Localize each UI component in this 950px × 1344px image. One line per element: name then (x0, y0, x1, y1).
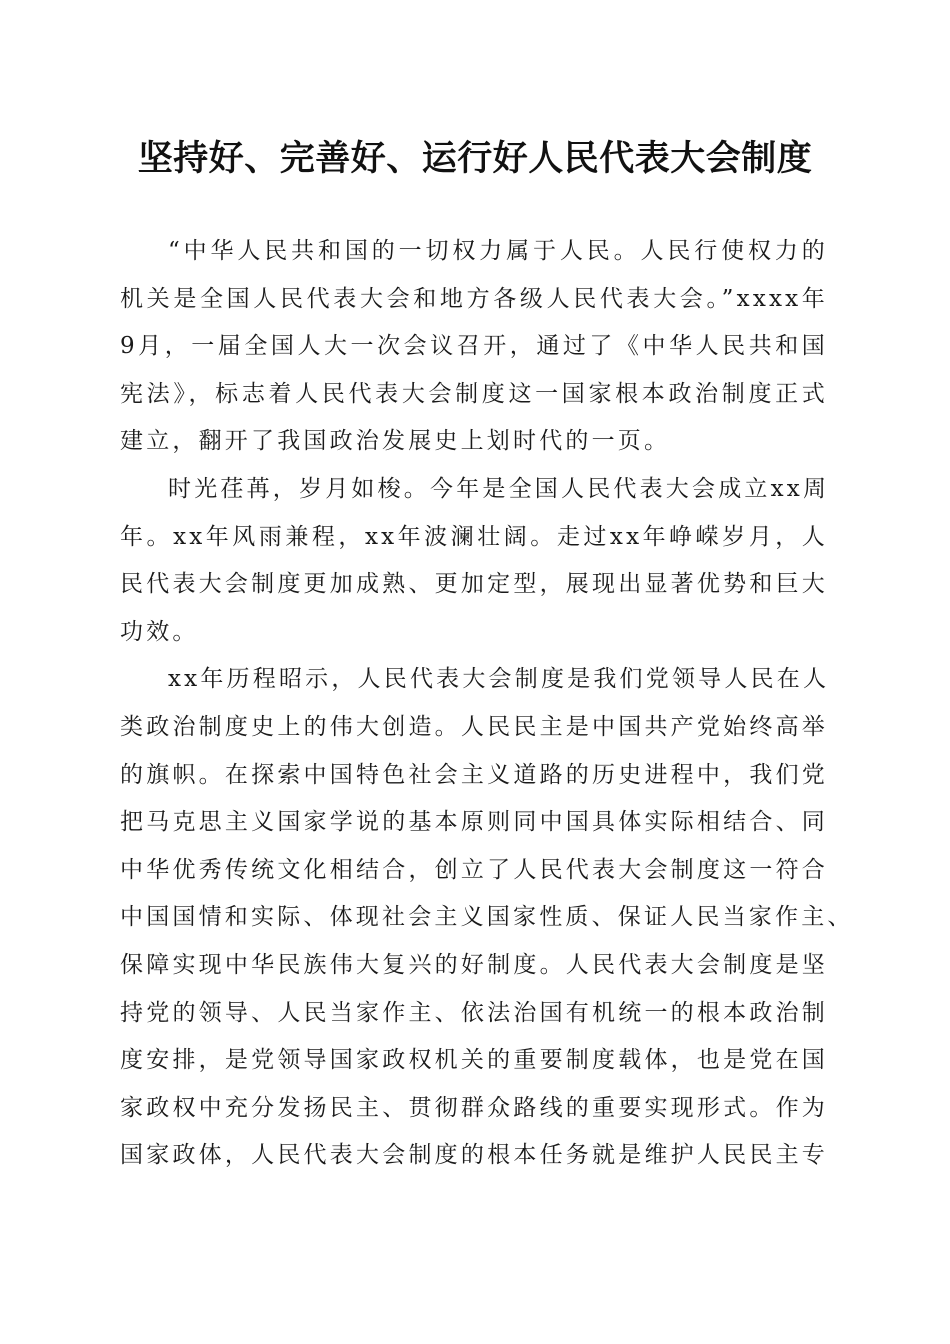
text-line: 年。xx年风雨兼程，xx年波澜壮阔。走过xx年峥嵘岁月，人 (120, 523, 828, 550)
text-line: 功效。 (120, 618, 199, 645)
text-line: 机关是全国人民代表大会和地方各级人民代表大会。”xxxx年 (120, 285, 828, 312)
text-line: 建立，翻开了我国政治发展史上划时代的一页。 (120, 428, 671, 455)
text-line: xx年历程昭示，人民代表大会制度是我们党领导人民在人 (168, 666, 830, 693)
text-line: 中国国情和实际、体现社会主义国家性质、保证人民当家作主、 (120, 904, 854, 931)
text-line: 时光荏苒，岁月如梭。今年是全国人民代表大会成立xx周 (168, 475, 830, 502)
text-line: “中华人民共和国的一切权力属于人民。人民行使权力的 (168, 238, 828, 264)
text-line: 度安排，是党领导国家政权机关的重要制度载体，也是党在国 (120, 1047, 828, 1074)
text-line: 民代表大会制度更加成熟、更加定型，展现出显著优势和巨大 (120, 571, 828, 598)
document-title: 坚持好、完善好、运行好人民代表大会制度 (137, 138, 813, 179)
text-line: 把马克思主义国家学说的基本原则同中国具体实际相结合、同 (120, 809, 828, 836)
text-line: 宪法》，标志着人民代表大会制度这一国家根本政治制度正式 (120, 380, 828, 407)
text-line: 家政权中充分发扬民主、贯彻群众路线的重要实现形式。作为 (120, 1094, 828, 1121)
text-line: 9月，一届全国人大一次会议召开，通过了《中华人民共和国 (120, 333, 828, 360)
text-line: 国家政体，人民代表大会制度的根本任务就是维护人民民主专 (120, 1142, 828, 1169)
text-line: 持党的领导、人民当家作主、依法治国有机统一的根本政治制 (120, 999, 828, 1026)
text-line: 类政治制度史上的伟大创造。人民民主是中国共产党始终高举 (120, 713, 828, 740)
text-line: 的旗帜。在探索中国特色社会主义道路的历史进程中，我们党 (120, 761, 828, 788)
text-line: 中华优秀传统文化相结合，创立了人民代表大会制度这一符合 (120, 856, 828, 883)
text-line: 保障实现中华民族伟大复兴的好制度。人民代表大会制度是坚 (120, 951, 828, 978)
document-body (120, 228, 854, 1180)
